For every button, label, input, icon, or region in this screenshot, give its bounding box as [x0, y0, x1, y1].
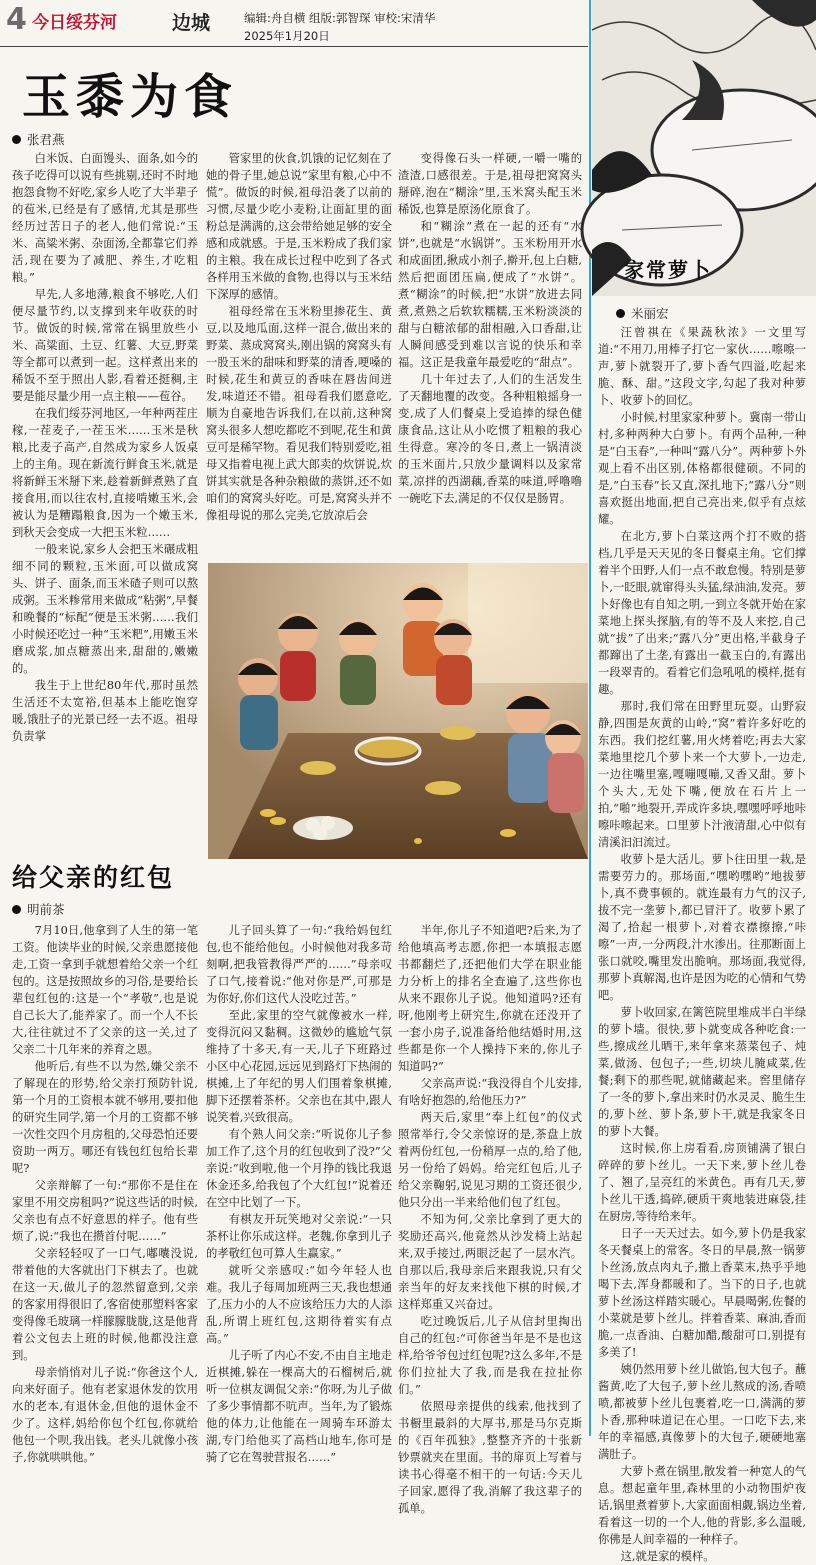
illustration-radish — [592, 0, 816, 296]
article3-column — [598, 324, 806, 1563]
article2-column-1 — [12, 922, 198, 1464]
paragraph: 他听后,有些不以为然,嫌父亲不了解现在的形势,给父亲打预防针说,第一个月的工资根本就不够用,要扣他的研究生同学,第一个月的工资都不够一次性交四个月房租的,父母恐怕还要资助一两万。哪还有钱包红包给长辈呢? — [12, 1060, 198, 1175]
paragraph: 日子一天天过去。如今,萝卜仍是我家冬天餐桌上的常客。冬日的早晨,熬一锅萝卜丝汤,放点肉丸子,撒上香菜末,热乎乎地喝下去,浑身都暖和了。当下的日子,也就萝卜丝汤这样踏实暖心。早晨喝粥,佐餐的小菜就是萝卜丝儿。拌着香菜、麻油,香而脆,一点香油、白糖加醋,酸甜可口,别提有多美了! — [598, 1227, 806, 1359]
paragraph: 几十年过去了,人们的生活发生了天翻地覆的改变。各种粗粮摇身一变,成了人们餐桌上受追捧的绿色健康食品,这让从小吃惯了粗粮的我心生得意。寒冷的冬日,煮上一锅清淡的玉米面片,只放少量调料以及家常菜,凉拌的西湖藕,香菜的味道,呼噜噜一碗吃下去,满足的不仅仅是肠胃。 — [398, 373, 582, 505]
article-byline-1 — [12, 130, 65, 148]
newspaper-name: 今日绥芬河 — [32, 13, 117, 33]
paragraph: 在我们绥芬河地区,一年种两茬庄稼,一茬麦子,一茬玉米……玉米是秋粮,比麦子高产,自然成为家乡人饭桌上的主角。现在新流行鲜食玉米,就是将新鲜玉米掰下来,趁着新鲜煮熟了直接食用,而以往农村,直接啃嫩玉米,会被认为是糟蹋粮食,因为一个嫩玉米,到秋天会变成一大把玉米粒…… — [12, 407, 198, 539]
paragraph: 这时候,你上房看看,房顶铺满了银白碎碎的萝卜丝儿。一天下来,萝卜丝儿卷了、翘了,呈亮红的米黄色。再有几天,萝卜丝儿干透,捣碎,硬质干爽地装进麻袋,挂在厨房,等待给来年。 — [598, 1142, 806, 1223]
paragraph: 祖母经常在玉米粉里掺花生、黄豆,以及地瓜面,这样一混合,做出来的野菜、蒸成窝窝头,刚出锅的窝窝头有一股玉米的甜味和野菜的清香,哽嗓的时候,花生和黄豆的香味在唇齿间迸发,味道还不错。祖母看我们愿意吃,顺为自豪地告诉我们,在以前,这种窝窝头很多人想吃都吃不到呢,花生和黄豆可是稀罕物。看见我们特别爱吃,祖母又指着电视上武大郎卖的炊饼说,炊饼其实就是各种杂粮做的蒸饼,还不如咱们的窝窝头好吃。可是,窝窝头并不像祖母说的那么完美,它放凉后会 — [206, 305, 392, 522]
article-byline-3 — [616, 304, 669, 322]
paragraph: 我生于上世纪80年代,那时虽然生活还不太宽裕,但基本上能吃饱穿暖,饿肚子的光景已经一去不返。祖母负责掌 — [12, 679, 198, 743]
article1-column-1 — [12, 150, 198, 862]
paragraph: 收萝卜是大活儿。萝卜往田里一栽,是需要劳力的。那场面,“嘿哟嘿哟”地拔萝卜,真不费事顿的。就连最有力气的汉子,拔不完一垄萝卜,都已冒汗了。收萝卜累了渴了,拾起一根萝卜,对着衣襟擦擦,“咔嚓”一声,一分两段,汁水渗出。往那断面上张口就咬,嘴里发出脆响。那场面,我觉得,那萝卜真解渴,也许是因为吃的心情和气势吧。 — [598, 853, 806, 1002]
bullet-icon — [616, 309, 625, 318]
paragraph: 父亲轻轻叹了一口气,嘟囔没说,带着他的大客就出门下棋去了。也就在这一天,做儿子的忽然留意到,父亲的客家用得很旧了,客宿使那塑料客家变得像毛玻璃一样朦朦胧胧,这是他背着公文包去上班的时候,他都没注意到。 — [12, 1247, 198, 1362]
paragraph: 在北方,萝卜白菜这两个打不败的搭档,几乎是天天见的冬日餐桌主角。它们撑着半个田野,人们一点不敢怠慢。特别是萝卜,一眨眼,就窜得头头猛,绿油油,发亮。萝卜好像也有自知之明,一到立冬就开始在家菜地上探头探脑,有的等不及人来挖,自己就“拔”了出来;“露八分”更出格,半截身子都蹿出了土垄,有露出一截玉白的,有露出一段翠青的。看着它们急吼吼的模样,挺有趣。 — [598, 530, 806, 696]
article1-column-3 — [398, 150, 582, 556]
paragraph: 母亲悄悄对儿子说:“你爸这个人,向来好面子。他有老家退休发的饮用水的老本,有退休金,但他的退休金不少了。这样,妈给你包个红包,你就给他包一个呗,我出钱。老头儿就像小孩子,你就哄哄他。” — [12, 1366, 198, 1464]
paragraph: 汪曾祺在《果蔬秋浓》一文里写道:“不用刀,用棒子打它一家伙……嚓嚓一声,萝卜就裂开了,萝卜香气四溢,吃起来脆、酥、甜。”这段文字,勾起了我对种萝卜、收萝卜的回忆。 — [598, 326, 806, 407]
header-rule — [0, 46, 588, 47]
illustration-children-eating — [208, 563, 588, 859]
bullet-icon — [12, 905, 21, 914]
paragraph: 有个熟人问父亲:“听说你儿子参加工作了,这个月的红包收到了没?”父亲说:“收到啦,他一个月挣的钱比我退休金还多,给我包了个大红包!”说着还在空中比划了一下。 — [206, 1128, 392, 1209]
paragraph: 两天后,家里“奉上红包”的仪式照常举行,令父亲惊讶的是,茶盘上放着两份红包,一份稍厚一点的,给了他,另一份给了妈妈。给完红包后,儿子给父亲鞠躬,说见习期的工资还很少,他只分出一半来给他们包了红包。 — [398, 1111, 582, 1209]
paragraph: 吃过晚饭后,儿子从信封里掏出自己的红包:“可你爸当年是不是也这样,给爷爷包过红包呢?这么多年,不是你们拉扯大了我,而是我在拉扯你们。” — [398, 1315, 582, 1396]
paragraph: 有棋友开玩笑地对父亲说:“一只茶杯让你乐成这样。老魏,你拿到儿子的孝敬红包可算人生赢家。” — [206, 1213, 392, 1260]
paragraph: 儿子回头算了一句:“我给妈包红包,也不能给他包。小时候他对我多苛刻啊,把我管教得严严的……”母亲叹了口气,接着说:“他对你是严,可那是为你好,你们这代人没吃过苦。” — [206, 924, 392, 1005]
paragraph: 变得像石头一样硬,一嚼一嘴的渣渣,口感很差。于是,祖母把窝窝头掰碎,泡在“糊涂”里,玉米窝头配玉米稀饭,也算是原汤化原食了。 — [398, 152, 582, 216]
editor-credits: 编辑:舟自横 组版:郭智琛 审校:宋清华 — [244, 11, 436, 25]
paragraph: 父亲高声说:“我没得自个儿安排,有啥好抱怨的,给他压力?” — [398, 1077, 582, 1107]
paragraph: 和“糊涂”煮在一起的还有“水饼”,也就是“水锅饼”。玉米粉用开水和成面团,揪成小剂子,擀开,包上白糖,然后把面团压扁,便成了“水饼”。煮“糊涂”的时候,把“水饼”放进去同煮,煮熟之后软软糯糯,玉米粉淡淡的甜与白糖浓郁的甜相融,入口香甜,让人瞬间感受到难以言说的快乐和幸福。这正是我童年最爱吃的“甜点”。 — [398, 220, 582, 369]
article1-column-2 — [206, 150, 392, 556]
paragraph: 不知为何,父亲比拿到了更大的奖励还高兴,他竟然从沙发椅上站起来,双手接过,两眼泛起了一层水汽。自那以后,我母亲后来跟我说,只有父亲当年的好友来找他下棋的时候,才这样郑重又兴奋过。 — [398, 1213, 582, 1311]
paragraph: 这,就是家的模样。 — [620, 1550, 715, 1563]
paragraph: 白米饭、白面馒头、面条,如今的孩子吃得可以说有些挑剔,还时不时地抱怨食物不好吃,家乡人吃了大半辈子的苞米,已经是有了感情,尤其是那些经历过苦日子的老人,他们常说:“玉米、高粱米粥、杂面汤,全都靠它们养活,现在要为了减肥、养生,才吃粗粮。” — [12, 152, 198, 284]
paragraph: 父亲辩解了一句:“那你不是住在家里不用交房租吗?”说这些话的时候,父亲也有点不好意思的样子。他有些烦了,说:“我也在攒首付呢……” — [12, 1179, 198, 1243]
paragraph: 小时候,村里家家种萝卜。冀南一带山村,多种两种大白萝卜。有两个品种,一种是“白玉春”,一种叫“露八分”。两种萝卜外观上看不出区别,体格都很健硕。不同的是,“白玉春”长又直,深扎地下;“露八分”则喜欢挺出地面,把自己亮出来,似乎有点炫耀。 — [598, 411, 806, 526]
article-byline-2 — [12, 900, 65, 918]
paragraph: 大萝卜煮在锅里,散发着一种宽人的气息。想起童年里,森林里的小动物围炉夜话,锅里煮着萝卜,大家面面相觑,锅边坐着,看着这一切的一个人,他的背影,多么温暖,你佛是人间幸福的一种样子。 — [598, 1465, 806, 1546]
paragraph: 儿子听了内心不安,不由自主地走近棋摊,躲在一棵高大的石榴树后,就听一位棋友调侃父亲:“你呀,为儿子做了多少事情都不吭声。当年,为了锻炼他的体力,让他能在一周骑车环游太湖,专门给他买了高档山地车,你可是骑了它在驾驶营报名……” — [206, 1349, 392, 1464]
author-name: 张君燕 — [27, 132, 65, 147]
article-title-yushu: 玉黍为食 — [22, 69, 239, 125]
paragraph: 早先,人多地薄,粮食不够吃,人们便尽量节约,以支撑到来年收获的时节。做饭的时候,常常在锅里放些小米、高粱面、土豆、红薯、大豆,野菜等全都可以煮到一起。这样煮出来的稀饭不至于照出人影,看着还挺稠,主要是能尽量少用一点主粮——苞谷。 — [12, 288, 198, 403]
paragraph: 7月10日,他拿到了人生的第一笔工资。他读毕业的时候,父亲患愿接他走,工资一拿到手就想着给父亲一个红包的。这是按照故乡的习俗,是要给长辈包红包的:这是一个“孝敬”,也是说自己长大了,能养家了。而一个人不长大,往往就过不了父亲的这一关,过了父亲二十几年来的养育之恩。 — [12, 924, 198, 1056]
page-number: 4 — [6, 2, 27, 37]
paragraph: 那时,我们常在田野里玩耍。山野寂静,四围是灰黄的山岭,“窝”着许多好吃的东西。我们挖红薯,用火烤着吃;再去大家菜地里挖几个萝卜来一个大萝卜,一边走,一边往嘴里塞,嘎嘣嘎嘣,又香又甜。萝卜个头大,无处下嘴,便放在石片上一拍,“啪”地裂开,弄成许多块,嘿嘿呼呼地咔嚓咔嚓起来。口里萝卜汁液清甜,心中似有清溪汩汩流过。 — [598, 700, 806, 849]
article-title-red-envelope: 给父亲的红包 — [12, 863, 175, 892]
paragraph: 依照母亲提供的线索,他找到了书橱里最斜的大厚书,那是马尔克斯的《百年孤独》,整整齐齐的十张新钞票就夹在里面。书的扉页上写着与读书心得毫不相干的一句话:今天儿子回家,愿得了我,消解了我这辈子的孤单。 — [398, 1400, 582, 1515]
author-name: 明前茶 — [27, 902, 65, 917]
paragraph: 萝卜收回家,在篱笆院里堆成半白半绿的萝卜墙。很快,萝卜就变成各种吃食:一些,擦成丝儿晒干,来年拿来蒸菜包子、炖菜,做汤、包包子;一些,切块儿腌咸菜,佐餐;剩下的那些呢,就储藏起来。窖里储存了一冬的萝卜,拿出来时仍水灵灵、脆生生的,萝卜丝、萝卜条,萝卜干,就是我家冬日的萝卜大餐。 — [598, 1006, 806, 1138]
paragraph: 管家里的伙食,饥饿的记忆刻在了她的骨子里,她总说“家里有粮,心中不慌”。做饭的时候,祖母沿袭了以前的习惯,尽量少吃小麦粉,让面缸里的面粉总是满满的,这会带给她足够的安全感和成就感。于是,玉米粉成了我们家的主粮。我在成长过程中吃到了各式各样用玉米做的食物,也得以与玉米结下深厚的感情。 — [206, 152, 392, 301]
paragraph: 姨仍然用萝卜丝儿做馅,包大包子。蘸酱黄,吃了大包子,萝卜丝儿熬成的汤,香喷喷,都被萝卜丝儿包裹着,吃一口,满满的萝卜香,那种味道记在心里。一口吃下去,来年的幸福感,真像萝卜的大包子,硬硬地塞满肚子。 — [598, 1363, 806, 1461]
bullet-icon — [12, 135, 21, 144]
issue-date: 2025年1月20日 — [244, 29, 330, 43]
section-name: 边城 — [172, 12, 211, 34]
paragraph: 半年,你儿子不知道吧?后来,为了给他填高考志愿,你把一本填报志愿书都翻烂了,还把他们大学在职业能力分析上的排名全查遍了,这些你也从来不跟你儿子说。他知道吗?还有呀,他刚考上研究生,你就在还没开了一套小房子,说准备给他结婚时用,这些都是你一个人操持下来的,你儿子知道吗?” — [398, 924, 582, 1073]
author-name: 米丽宏 — [631, 306, 669, 321]
paragraph: 至此,家里的空气就像被水一样,变得沉闷又黏稠。这微妙的尴尬气氛维持了十多天,有一天,儿子下班路过小区中心花园,远远见到路灯下热闹的棋摊,上了年纪的男人们围着象棋摊,脚下还摆着茶杯。父亲也在其中,跟人说笑着,兴致很高。 — [206, 1009, 392, 1124]
article2-column-2 — [206, 922, 392, 1464]
paragraph: 就听父亲感叹:“如今年轻人也难。我儿子每周加班两三天,我也想通了,压力小的人不应该给压力大的人添乱,所谓上班红包,这期待着实有点高。” — [206, 1264, 392, 1345]
article-title-radish: 家常萝卜 — [624, 258, 712, 282]
paragraph: 一般来说,家乡人会把玉米碾成粗细不同的颗粒,玉米面,可以做成窝头、饼子、面条,而玉米碴子则可以熬成粥。玉米糁常用来做成“粘粥”,早餐和晚餐的“标配”便是玉米粥……我们小时候还吃过一种“玉米粑”,用嫩玉米磨成浆,加点糖蒸出来,甜甜的,嫩嫩的。 — [12, 543, 198, 675]
article2-column-3 — [398, 922, 582, 1515]
